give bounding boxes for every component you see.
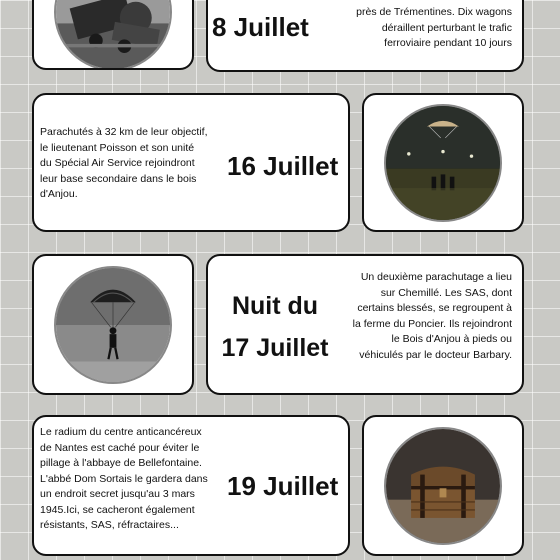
event-description: Le radium du centre anticancéreux de Nantes est caché pour éviter le pillage à l'abbaye de Bellefontaine. L'abbé Dom Sortais le gardera dans un endroit secret jusqu'au 3 mars 1945.Ici, se cacheront également résistants, SAS, réfractaires... (40, 426, 208, 531)
event-date-line-2: 17 Juillet (221, 334, 329, 362)
event-description: Parachutés à 32 km de leur objectif, le lieutenant Poisson et son unité du Spécial Air Service rejoindront leur base secondaire dans le bois d'Anjou. (40, 126, 208, 200)
parachutist-photo (54, 266, 172, 384)
parachutist-photo-card (32, 254, 194, 395)
event-card-8-juillet (206, 0, 524, 72)
train-derailment-photo (54, 0, 172, 70)
event-date-line-1: Nuit du (231, 292, 319, 320)
chest-photo-card (362, 415, 524, 556)
paratroopers-photo-card (362, 93, 524, 232)
event-date: 8 Juillet (212, 12, 309, 42)
treasure-chest-photo (384, 427, 502, 545)
event-date: 16 Juillet (227, 151, 339, 181)
event-description: près de Trémentines. Dix wagons déraillent perturbant le trafic ferroviaire pendant 10 jours (356, 6, 512, 49)
paratroopers-night-photo (384, 104, 502, 222)
event-description: Un deuxième parachutage a lieu sur Chemillé. Les SAS, dont certains blessés, se regroupent à la ferme du Poncier. Ils rejoindront le Bois d'Anjou à pieds ou véhiculés par le docteur Barbary. (352, 271, 512, 361)
train-photo-card (32, 0, 194, 70)
event-card-19-juillet (32, 415, 350, 556)
event-date: 19 Juillet (227, 471, 339, 501)
event-card-17-juillet (206, 254, 524, 395)
event-card-16-juillet (32, 93, 350, 232)
